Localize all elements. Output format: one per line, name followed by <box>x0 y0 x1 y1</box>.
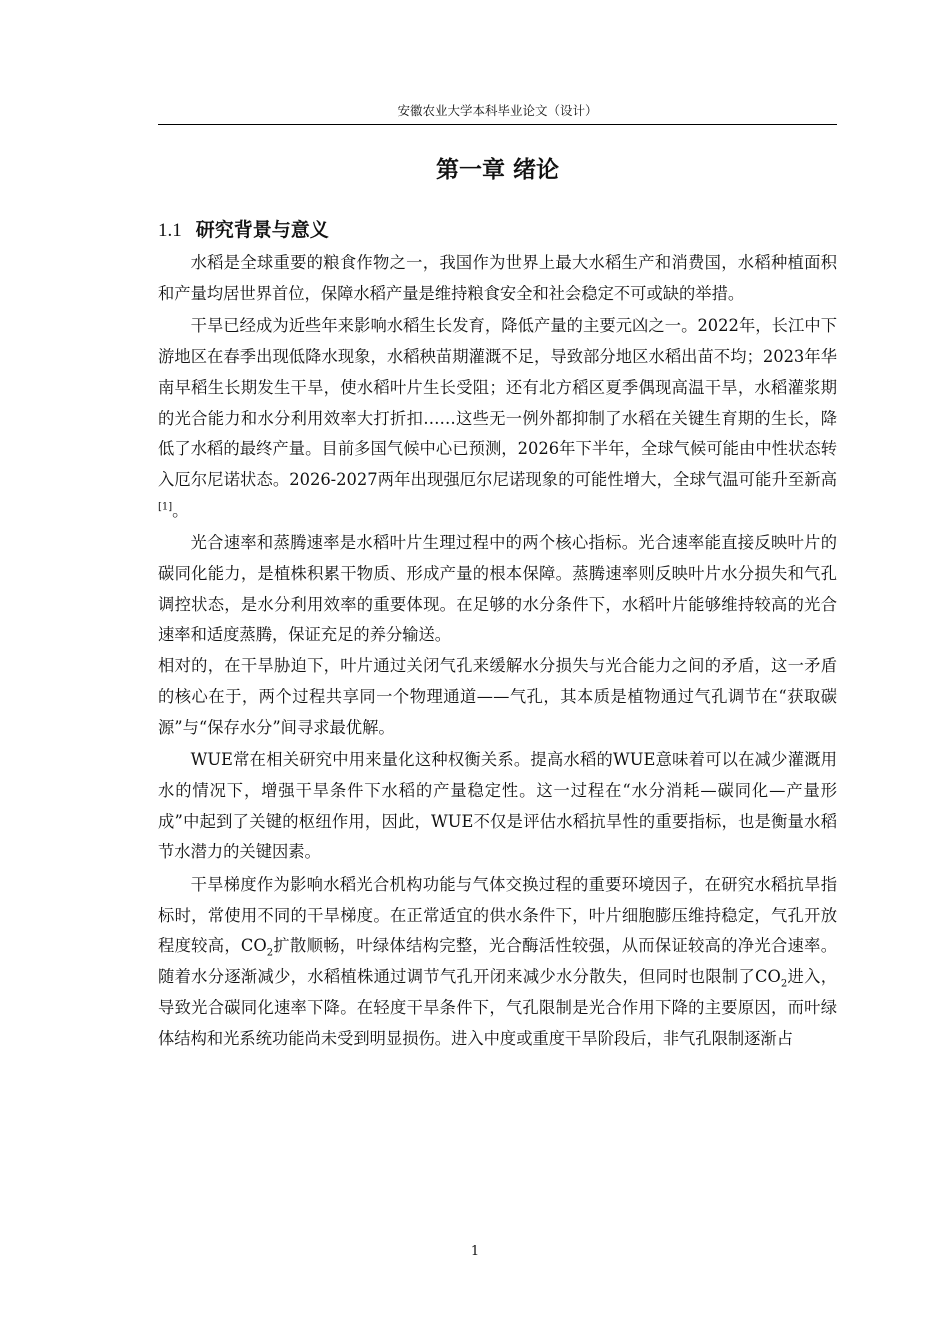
paragraph-3: 光合速率和蒸腾速率是水稻叶片生理过程中的两个核心指标。光合速率能直接反映叶片的碳同化能力，是植株积累干物质、形成产量的根本保障。蒸腾速率则反映叶片水分损失和气孔调控状态，是水分利用效率的重要体现。在足够的水分条件下，水稻叶片能够维持较高的光合速率和适度蒸腾，保证充足的养分输送。 <box>158 533 837 645</box>
section-heading <box>158 213 837 248</box>
citation-ref: [1] <box>158 501 173 513</box>
paragraph-2-text: 干旱已经成为近些年来影响水稻生长发育，降低产量的主要元凶之一。2022年，长江中下游地区在春季出现低降水现象，水稻秧苗期灌溉不足，导致部分地区水稻出苗不均；2023年华南早稻生长期发生干旱，使水稻叶片生长受阻；还有北方稻区夏季偶现高温干旱，水稻灌浆期的光合能力和水分利用效率大打折扣……这些无一例外都抑制了水稻在关键生育期的生长，降低了水稻的最终产量。目前多国气候中心已预测，2026年下半年，全球气候可能由中性状态转入厄尔尼诺状态。2026-2027两年出现强厄尔尼诺现象的可能性增大，全球气温可能升至新高 <box>158 316 837 489</box>
section-title: 研究背景与意义 <box>195 219 329 241</box>
co2-subscript: 2 <box>266 947 274 959</box>
paragraph-1: 水稻是全球重要的粮食作物之一，我国作为世界上最大水稻生产和消费国，水稻种植面积和产量均居世界首位，保障水稻产量是维持粮食安全和社会稳定不可或缺的举措。 <box>158 253 837 303</box>
section-number: 1.1 <box>158 220 182 241</box>
paragraph-6-part-c: 进入，导致光合碳同化速率下降。在轻度干旱条件下，气孔限制是光合作用下降的主要原因，而叶绿体结构和光系统功能尚未受到明显损伤。进入中度或重度干旱阶段后，非气孔限制逐渐占 <box>158 967 837 1048</box>
paragraph-4: 相对的，在干旱胁迫下，叶片通过关闭气孔来缓解水分损失与光合能力之间的矛盾，这一矛盾的核心在于，两个过程共享同一个物理通道——气孔，其本质是植物通过气孔调节在“获取碳源”与“保存水分”间寻求最优解。 <box>158 656 837 737</box>
page-header <box>158 100 837 125</box>
paragraph-2 <box>158 311 837 526</box>
paragraph-6-part-a: 干旱梯度作为影响水稻光合机构功能与气体交换过程的重要环境因子，在研究水稻抗旱指标时，常使用不同的干旱梯度。在正常适宜的供水条件下，叶片细胞膨压维持稳定，气孔开放程度较高，CO <box>158 875 837 956</box>
body-text <box>158 248 837 1054</box>
header-text: 安徽农业大学本科毕业论文（设计） <box>397 103 598 118</box>
paragraph-6-part-b: 扩散顺畅，叶绿体结构完整，光合酶活性较强，从而保证较高的净光合速率。随着水分逐渐减少，水稻植株通过调节气孔开闭来减少水分散失，但同时也限制了CO <box>158 936 837 987</box>
paragraph-5: WUE常在相关研究中用来量化这种权衡关系。提高水稻的WUE意味着可以在减少灌溉用水的情况下，增强干旱条件下水稻的产量稳定性。这一过程在“水分消耗—碳同化—产量形成”中起到了关键的枢纽作用，因此，WUE不仅是评估水稻抗旱性的重要指标，也是衡量水稻节水潜力的关键因素。 <box>158 750 837 862</box>
paragraph-2-end: 。 <box>172 500 189 520</box>
paragraph-6 <box>158 870 837 1054</box>
co2-subscript: 2 <box>780 978 788 990</box>
page-number: 1 <box>470 1244 480 1259</box>
chapter-title: 第一章 绪论 <box>435 157 559 183</box>
